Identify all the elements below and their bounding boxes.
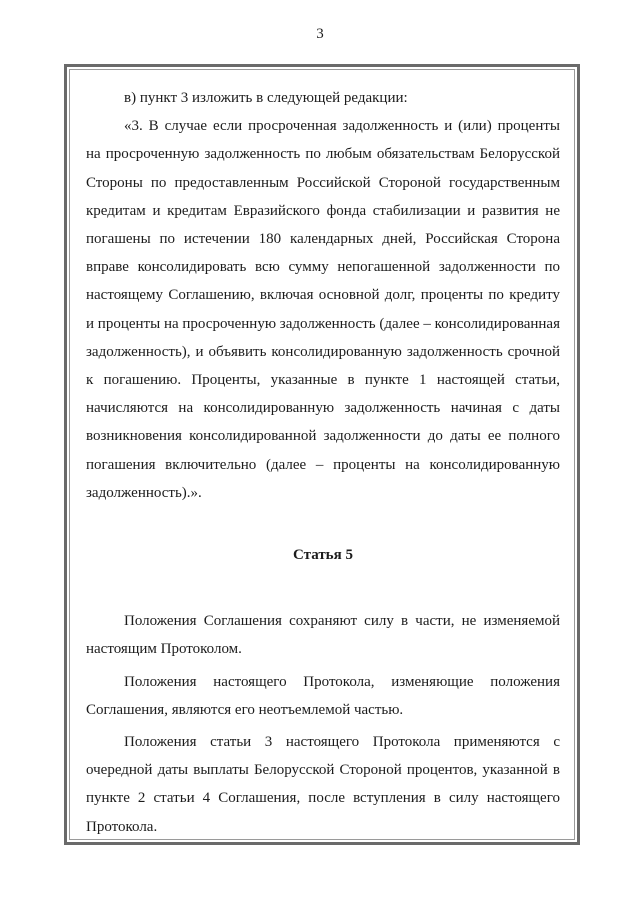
paragraph-provisions-3: Положения статьи 3 настоящего Протокола применяются с очередной даты выплаты Белорусской Стороной процентов, указанной в пункте 2 статьи 4 Соглашения, после вступления в силу настоящего Протокола. [86,734,560,835]
article-heading: Статья 5 [293,547,353,564]
spacer [86,569,560,607]
paragraph-amendment-text: «3. В случае если просроченная задолженность и (или) проценты на просроченную задолженность по любым обязательствам Белорусской Стороны по предоставленным Российской Стороной государственным кредитам и кредитам Евразийского фонда стабилизации и развития не погашены по истечении 180 календарных дней, Российская Сторона вправе консолидировать всю сумму непогашенной задолженности по настоящему Соглашению, включая основной долг, проценты по кредиту и проценты на просроченную задолженность (далее – консолидированная задолженность), и объявить консолидированную задолженность срочной к погашению. Проценты, указанные в пункте 1 настоящей статьи, начисляются на консолидированную задолженность начиная с даты возникновения консолидированной задолженности до даты ее полного погашения включительно (далее – проценты на консолидированную задолженность).». [86,118,560,501]
spacer [86,507,560,541]
paragraph-provisions-1: Положения Соглашения сохраняют силу в части, не изменяемой настоящим Протоколом. [86,613,560,658]
paragraph-amendment-intro: в) пункт 3 изложить в следующей редакции: [124,90,408,106]
page-number: 3 [316,26,324,42]
paragraph-provisions-2: Положения настоящего Протокола, изменяющие положения Соглашения, являются его неотъемлемой частью. [86,673,560,718]
document-body [86,84,560,841]
